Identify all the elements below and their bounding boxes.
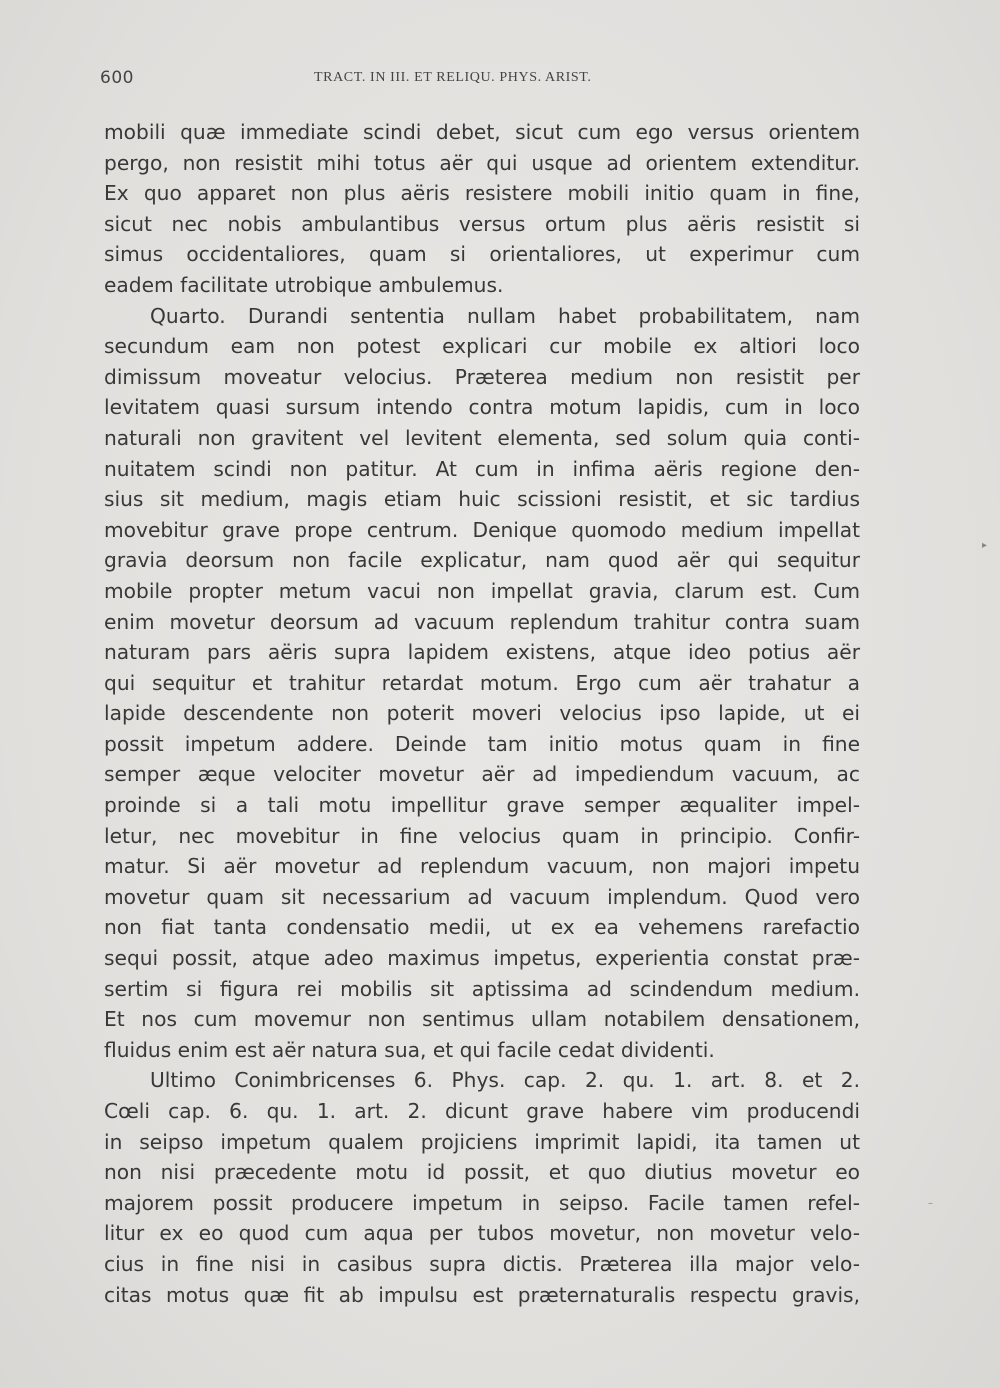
text-line: movebitur grave prope centrum. Denique quomodo medium impellat [104, 517, 860, 542]
scan-speck: ▸ [982, 540, 988, 551]
text-line: lapide descendente non poterit moveri velocius ipso lapide, ut ei [104, 701, 860, 726]
text-line: mobili quæ immediate scindi debet, sicut cum ego versus orientem [104, 120, 860, 144]
text-line: simus occidentaliores, quam si orientaliores, ut experimur cum [104, 242, 860, 267]
text-line: matur. Si aër movetur ad replendum vacuum, non majori impetu [104, 854, 860, 879]
text-line: qui sequitur et trahitur retardat motum. Ergo cum aër trahatur a [104, 670, 860, 695]
text-line: movetur quam sit necessarium ad vacuum implendum. Quod vero [104, 884, 860, 909]
text-line: secundum eam non potest explicari cur mobile ex altiori loco [104, 334, 860, 359]
text-line: sius sit medium, magis etiam huic scissioni resistit, et sic tardius [104, 487, 860, 512]
text-line: non fiat tanta condensatio medii, ut ex ea vehemens rarefactio [104, 915, 860, 940]
text-line: Ultimo Conimbricenses 6. Phys. cap. 2. qu. 1. art. 8. et 2. [150, 1068, 860, 1093]
text-line: sequi possit, atque adeo maximus impetus, experientia constat præ- [104, 946, 860, 971]
text-line: sicut nec nobis ambulantibus versus ortum plus aëris resistit si [104, 211, 860, 236]
text-line: Ex quo apparet non plus aëris resistere mobili initio quam in fine, [104, 181, 860, 206]
text-line: levitatem quasi sursum intendo contra motum lapidis, cum in loco [104, 395, 860, 420]
text-line: possit impetum addere. Deinde tam initio motus quam in fine [104, 731, 860, 756]
body-text [104, 117, 860, 1310]
text-line: fluidus enim est aër natura sua, et qui facile cedat dividenti. [104, 1037, 715, 1062]
text-line: sertim si figura rei mobilis sit aptissima ad scindendum medium. [104, 976, 860, 1001]
text-line: non nisi præcedente motu id possit, et quo diutius movetur eo [104, 1160, 860, 1185]
text-line: mobile propter metum vacui non impellat gravia, clarum est. Cum [104, 578, 860, 603]
text-line: enim movetur deorsum ad vacuum replendum trahitur contra suam [104, 609, 860, 634]
running-head: TRACT. IN III. ET RELIQU. PHYS. ARIST. [314, 70, 592, 85]
text-line: Cœli cap. 6. qu. 1. art. 2. dicunt grave habere vim producendi [104, 1099, 860, 1123]
text-line: proinde si a tali motu impellitur grave semper æqualiter impel- [104, 793, 860, 818]
text-line: litur ex eo quod cum aqua per tubos movetur, non movetur velo- [104, 1221, 860, 1246]
text-line: letur, nec movebitur in fine velocius quam in principio. Confir- [104, 823, 860, 848]
text-line: dimissum moveatur velocius. Præterea medium non resistit per [104, 364, 860, 389]
text-line: naturali non gravitent vel levitent elementa, sed solum quia conti- [104, 425, 860, 450]
text-line: nuitatem scindi non patitur. At cum in infima aëris regione den- [104, 456, 860, 481]
text-line: gravia deorsum non facile explicatur, nam quod aër qui sequitur [104, 548, 860, 573]
text-line: eadem facilitate utrobique ambulemus. [104, 272, 504, 297]
scan-speck: – [928, 1198, 933, 1209]
text-line: Et nos cum movemur non sentimus ullam notabilem densationem, [104, 1007, 860, 1032]
page-header [100, 68, 860, 90]
text-line: cius in fine nisi in casibus supra dictis. Præterea illa major velo- [104, 1251, 860, 1276]
text-line: naturam pars aëris supra lapidem existens, atque ideo potius aër [104, 640, 860, 665]
text-line: majorem possit producere impetum in seipso. Facile tamen refel- [104, 1190, 860, 1215]
page-number: 600 [100, 68, 134, 88]
text-line: semper æque velociter movetur aër ad impediendum vacuum, ac [104, 762, 860, 787]
text-line: in seipso impetum qualem projiciens imprimit lapidi, ita tamen ut [104, 1129, 860, 1154]
text-line: pergo, non resistit mihi totus aër qui usque ad orientem extenditur. [104, 150, 860, 175]
text-line: Quarto. Durandi sententia nullam habet probabilitatem, nam [150, 303, 860, 328]
text-line: citas motus quæ fit ab impulsu est præternaturalis respectu gravis, [104, 1282, 860, 1307]
